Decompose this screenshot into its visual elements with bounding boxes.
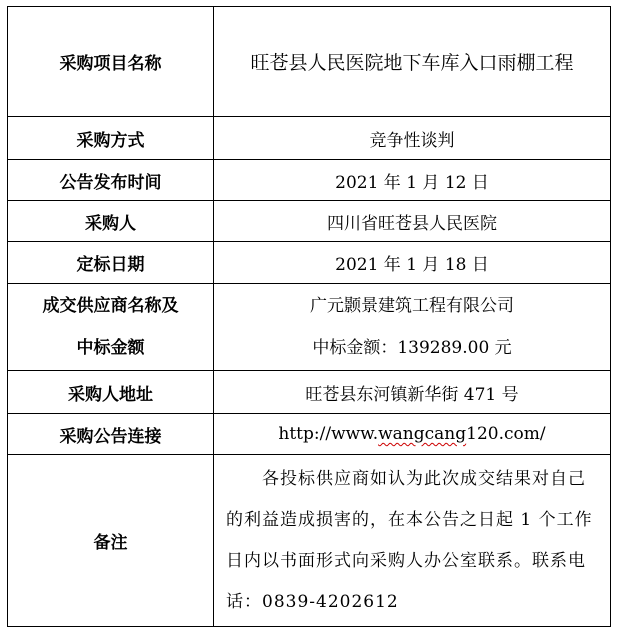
supplier-label-line2: 中标金额: [76, 338, 145, 358]
remark-text: 各投标供应商如认为此次成交结果对自己的利益造成损害的，在本公告之日起 1 个工作日内以书面形式向采购人办公室联系。联系电话：0839-4202612: [226, 468, 593, 612]
award-amount: 中标金额：139289.00 元: [312, 338, 512, 358]
supplier-label: [8, 284, 214, 371]
announcement-link[interactable]: [214, 414, 611, 455]
row-award-date: [8, 242, 611, 284]
method-label: 采购方式: [8, 117, 214, 160]
link-prefix: http://www.: [278, 424, 379, 444]
procurement-notice-table: [7, 6, 611, 627]
row-remark: [8, 455, 611, 627]
row-project-name: [8, 7, 611, 117]
row-address: [8, 371, 611, 414]
link-suffix: 120.com/: [466, 424, 546, 444]
row-publish-time: [8, 160, 611, 201]
remark-value: [214, 455, 611, 627]
row-supplier: [8, 284, 611, 371]
award-date-label: 定标日期: [8, 242, 214, 284]
row-method: [8, 117, 611, 160]
row-link: [8, 414, 611, 455]
address-label: 采购人地址: [8, 371, 214, 414]
supplier-value: [214, 284, 611, 371]
purchaser-label: 采购人: [8, 201, 214, 242]
project-name-value: 旺苍县人民医院地下车库入口雨棚工程: [214, 7, 611, 117]
publish-time-value: 2021 年 1 月 12 日: [214, 160, 611, 201]
project-name-label: 采购项目名称: [8, 7, 214, 117]
link-spellcheck-word: wangcang: [378, 424, 467, 444]
method-value: 竞争性谈判: [214, 117, 611, 160]
supplier-name: 广元颢景建筑工程有限公司: [310, 296, 514, 316]
remark-label: 备注: [8, 455, 214, 627]
purchaser-value: 四川省旺苍县人民医院: [214, 201, 611, 242]
award-date-value: 2021 年 1 月 18 日: [214, 242, 611, 284]
row-purchaser: [8, 201, 611, 242]
supplier-label-line1: 成交供应商名称及: [42, 296, 179, 316]
link-label: 采购公告连接: [8, 414, 214, 455]
address-value: 旺苍县东河镇新华街 471 号: [214, 371, 611, 414]
publish-time-label: 公告发布时间: [8, 160, 214, 201]
